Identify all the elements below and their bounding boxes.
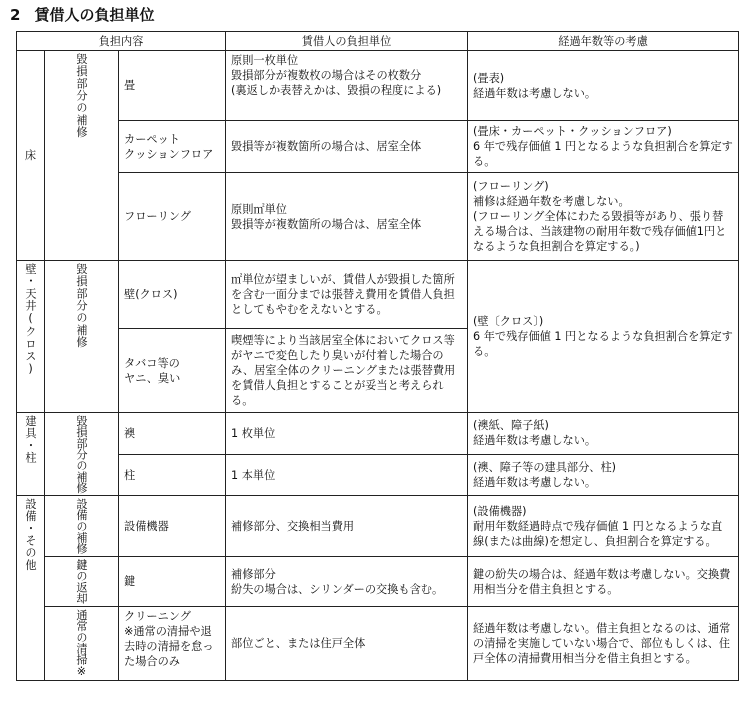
header-content: 負担内容: [17, 32, 226, 51]
table-row: [17, 261, 739, 329]
subcategory-key: 鍵の返却: [45, 557, 119, 607]
item-cleaning-cell: [119, 607, 226, 681]
subcategory-wall: 毀損部分の補修: [45, 261, 119, 413]
subcategory-floor: 毀損部分の補修: [45, 51, 119, 261]
section-number: 2: [10, 6, 21, 24]
category-equipment: 設備・その他: [17, 496, 45, 681]
table-row: [17, 121, 739, 173]
dep-facility: (設備機器) 耐用年数経過時点で残存価値 1 円となるような直線(または曲線)を想定し、負担割合を算定する。: [468, 496, 739, 557]
item-cleaning-note: ※通常の清掃や退去時の清掃を怠った場合のみ: [124, 625, 214, 669]
item-facility: 設備機器: [119, 496, 226, 557]
unit-flooring: 原則㎡単位 毀損等が複数箇所の場合は、居室全体: [226, 173, 468, 261]
category-fixtures: 建具・柱: [17, 413, 45, 496]
table-row: [17, 557, 739, 607]
unit-key: 補修部分 紛失の場合は、シリンダーの交換も含む。: [226, 557, 468, 607]
table-row: [17, 496, 739, 557]
dep-wall: (壁〔クロス〕) 6 年で残存価値 1 円となるような負担割合を算定する。: [468, 261, 739, 413]
unit-tatami: 原則一枚単位 毀損部分が複数枚の場合はその枚数分 (裏返しか表替えかは、毀損の程度による): [226, 51, 468, 121]
item-cloth: 壁(クロス): [119, 261, 226, 329]
table-row: [17, 173, 739, 261]
unit-facility: 補修部分、交換相当費用: [226, 496, 468, 557]
dep-tatami: (畳表) 経過年数は考慮しない。: [468, 51, 739, 121]
section-title: 賃借人の負担単位: [34, 6, 155, 24]
item-fusuma: 襖: [119, 413, 226, 455]
dep-carpet: (畳床・カーペット・クッションフロア) 6 年で残存価値 1 円となるような負担割合を算定する。: [468, 121, 739, 173]
table-row: [17, 454, 739, 496]
item-flooring: フローリング: [119, 173, 226, 261]
dep-pillar: (襖、障子等の建具部分、柱) 経過年数は考慮しない。: [468, 454, 739, 496]
unit-cloth: ㎡単位が望ましいが、賃借人が毀損した箇所を含む一面分までは張替え費用を賃借人負担としてもやむをえないとする。: [226, 261, 468, 329]
dep-key: 鍵の紛失の場合は、経過年数は考慮しない。交換費用相当分を借主負担とする。: [468, 557, 739, 607]
category-wall: 壁・天井(クロス): [17, 261, 45, 413]
dep-flooring: (フローリング) 補修は経過年数を考慮しない。 (フローリング全体にわたる毀損等があり、張り替える場合は、当該建物の耐用年数で残存価値1円となるような負担割合を算定する。): [468, 173, 739, 261]
subcategory-facility: 設備の補修: [45, 496, 119, 557]
table-row: [17, 51, 739, 121]
item-key: 鍵: [119, 557, 226, 607]
section-heading: [10, 4, 154, 25]
item-tobacco: タバコ等の ヤニ、臭い: [119, 329, 226, 413]
unit-pillar: 1 本単位: [226, 454, 468, 496]
dep-fusuma: (襖紙、障子紙) 経過年数は考慮しない。: [468, 413, 739, 455]
unit-cleaning: 部位ごと、または住戸全体: [226, 607, 468, 681]
unit-tobacco: 喫煙等により当該居室全体においてクロス等がヤニで変色したり臭いが付着した場合のみ、居室全体のクリーニングまたは張替費用を賃借人負担とすることが妥当と考えられる。: [226, 329, 468, 413]
category-floor: 床: [17, 51, 45, 261]
unit-carpet: 毀損等が複数箇所の場合は、居室全体: [226, 121, 468, 173]
burden-unit-table: [16, 31, 739, 681]
item-carpet: カーペット クッションフロア: [119, 121, 226, 173]
item-pillar: 柱: [119, 454, 226, 496]
dep-cleaning: 経過年数は考慮しない。借主負担となるのは、通常の清掃を実施していない場合で、部位もしくは、住戸全体の清掃費用相当分を借主負担とする。: [468, 607, 739, 681]
table-row: [17, 607, 739, 681]
item-cleaning: クリーニング: [124, 610, 191, 624]
header-unit: 賃借人の負担単位: [226, 32, 468, 51]
unit-fusuma: 1 枚単位: [226, 413, 468, 455]
item-tatami: 畳: [119, 51, 226, 121]
header-row: [17, 32, 739, 51]
table-row: [17, 413, 739, 455]
header-depreciation: 経過年数等の考慮: [468, 32, 739, 51]
subcategory-fixtures: 毀損部分の補修: [45, 413, 119, 496]
subcategory-cleaning: 通常の清掃※: [45, 607, 119, 681]
